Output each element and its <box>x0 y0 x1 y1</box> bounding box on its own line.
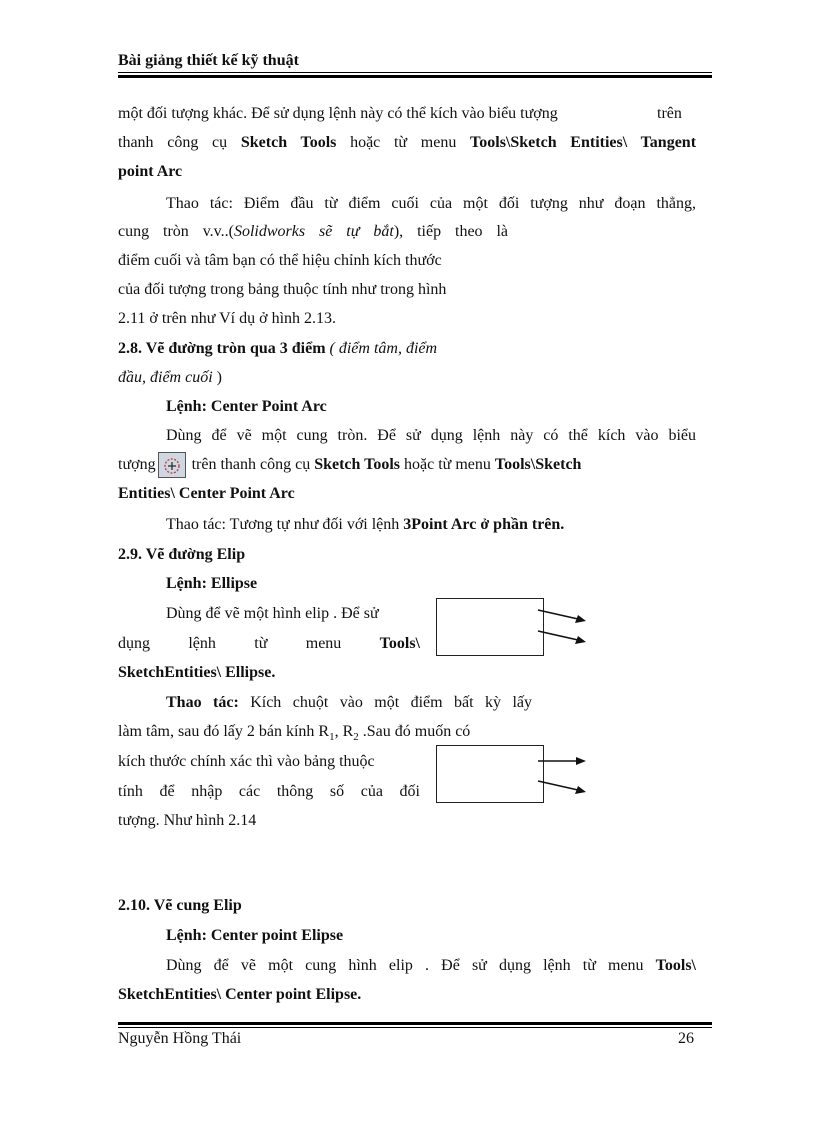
bold-span: SketchEntities\ Center point Elipse. <box>118 986 362 1003</box>
bold-span: Tools\ <box>655 957 696 974</box>
italic-span: Solidworks sẽ tự bắt <box>233 223 394 240</box>
bold-span: Tools\ <box>379 635 420 652</box>
figure-arrows-1 <box>536 604 592 650</box>
command-heading <box>166 574 257 594</box>
body-line: Dùng để vẽ một cung tròn. Để sử dụng lệnh này có thể kích vào biểu <box>166 427 696 444</box>
bold-span: 2.9. Vẽ đường Elip <box>118 546 246 563</box>
body-line-tail: trên <box>657 105 682 122</box>
text-span: cung tròn v.v..( <box>118 223 234 240</box>
body-line: 2.11 ở trên như Ví dụ ở hình 2.13. <box>118 310 337 327</box>
italic-span: đầu, điểm cuối <box>118 369 213 386</box>
body-line <box>118 104 558 124</box>
bold-span: Thao tác: <box>166 694 239 711</box>
body-line: tính để nhập các thông số của đối <box>118 783 420 800</box>
body-line: của đối tượng trong bảng thuộc tính như trong hình <box>118 281 447 298</box>
command-heading <box>166 926 343 946</box>
body-line <box>118 162 182 182</box>
italic-span: ( điểm tâm, điểm <box>325 340 438 357</box>
bold-span: 3Point Arc ở phần trên. <box>403 516 565 533</box>
text-span: Kích chuột vào một điểm bất kỳ lấy <box>238 694 532 711</box>
text-span: Thao tác: Tương tự như đối với lệnh <box>166 516 404 533</box>
subscript: 2 <box>353 731 359 744</box>
body-line <box>118 634 420 654</box>
body-line <box>118 484 295 504</box>
section-heading-2-10 <box>118 896 242 916</box>
body-line <box>118 222 508 242</box>
text-span: tượng <box>118 456 156 473</box>
figure-arrows-2 <box>536 752 592 798</box>
bold-span: 2.10. Vẽ cung Elip <box>118 897 242 914</box>
bold-span: Lệnh: Ellipse <box>166 575 258 592</box>
body-line <box>166 956 696 976</box>
footer-rule-thin <box>118 1027 712 1028</box>
section-heading-2-9 <box>118 545 245 565</box>
text-span: Dùng để vẽ một cung hình elip . Để sử dụng lệnh từ menu <box>166 957 656 974</box>
body-line <box>166 515 564 535</box>
body-line: tượng. Như hình 2.14 <box>118 812 257 829</box>
section-heading-2-8-cont <box>118 368 222 388</box>
body-line <box>166 693 532 713</box>
text-span: .Sau đó muốn có <box>358 723 471 740</box>
text-span: làm tâm, sau đó lấy 2 bán kính R <box>118 723 330 740</box>
bold-span: SketchEntities\ Ellipse. <box>118 664 276 681</box>
text-span: thanh công cụ <box>118 134 241 151</box>
body-line: điểm cuối và tâm bạn có thể hiệu chỉnh kích thước <box>118 252 442 269</box>
section-heading-2-8 <box>118 339 437 359</box>
body-line <box>118 663 275 683</box>
footer-rule-thick <box>118 1022 712 1025</box>
text-span: hoặc từ menu <box>400 456 495 473</box>
page-number: 26 <box>678 1030 694 1047</box>
body-line <box>118 452 581 478</box>
body-line: kích thước chính xác thì vào bảng thuộc <box>118 753 375 770</box>
bold-span: Tools\Sketch <box>494 456 582 473</box>
text-span: trên thanh công cụ <box>187 456 315 473</box>
footer-author: Nguyễn Hồng Thái <box>118 1030 242 1047</box>
bold-span: Tools\Sketch Entities\ Tangent <box>470 134 696 151</box>
text-span: , R <box>334 723 354 740</box>
body-line <box>118 133 696 153</box>
bold-span: Sketch Tools <box>240 134 337 151</box>
header-title: Bài giảng thiết kế kỹ thuật <box>118 52 299 69</box>
header-rule-thick <box>118 75 712 78</box>
center-point-arc-icon[interactable] <box>158 452 186 478</box>
bold-span: Sketch Tools <box>314 456 401 473</box>
body-line <box>118 722 470 747</box>
figure-placeholder-2 <box>436 745 544 803</box>
bold-span: 2.8. Vẽ đường tròn qua 3 điểm <box>118 340 326 357</box>
figure-placeholder-1 <box>436 598 544 656</box>
body-line <box>118 985 361 1005</box>
command-heading <box>166 397 327 417</box>
bold-span: Entities\ Center Point Arc <box>118 485 295 502</box>
header-rule-thin <box>118 72 712 73</box>
text-span: hoặc từ menu <box>336 134 471 151</box>
text-span: một đối tượng khác. Để sử dụng lệnh này có thể kích vào biểu tượng <box>118 105 558 122</box>
body-line: Dùng để vẽ một hình elip . Để sử <box>166 605 379 622</box>
bold-span: point Arc <box>118 163 183 180</box>
text-span: dụng lệnh từ menu <box>118 635 380 652</box>
body-line: Thao tác: Điểm đầu từ điểm cuối của một đối tượng như đoạn thẳng, <box>166 195 696 212</box>
subscript: 1 <box>329 731 335 744</box>
text-span: ) <box>212 369 222 386</box>
bold-span: Lệnh: Center point Elipse <box>166 927 344 944</box>
bold-span: Lệnh: Center Point Arc <box>166 398 327 415</box>
text-span: ), tiếp theo là <box>393 223 508 240</box>
